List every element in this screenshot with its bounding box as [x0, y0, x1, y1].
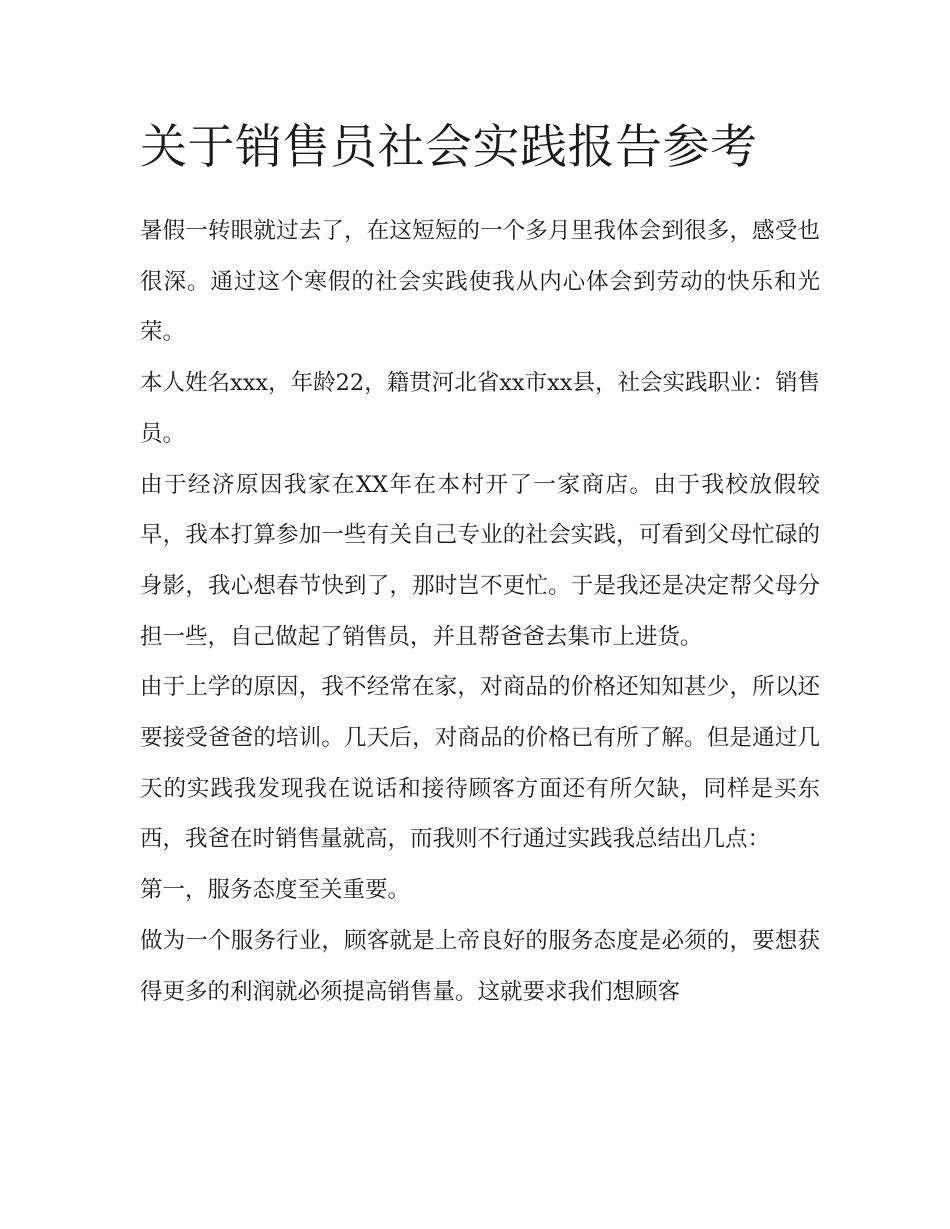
paragraph-training: 由于上学的原因，我不经常在家，对商品的价格还知知甚少，所以还要接受爸爸的培训。几天后，对商品的价格已有所了解。但是通过几天的实践我发现我在说话和接待顾客方面还有所欠缺，同样是买东西，我爸在时销售量就高，而我则不行通过实践我总结出几点： [140, 674, 820, 853]
document-title: 关于销售员社会实践报告参考 [140, 120, 758, 175]
paragraph-point-one: 第一，服务态度至关重要。 [140, 877, 411, 904]
paragraph-personal-info: 本人姓名xxx，年龄22，籍贯河北省xx市xx县，社会实践职业：销售员。 [140, 370, 820, 447]
document-content [140, 112, 820, 1017]
paragraph-background: 由于经济原因我家在XX年在本村开了一家商店。由于我校放假较早，我本打算参加一些有关自己专业的社会实践，可看到父母忙碌的身影，我心想春节快到了，那时岂不更忙。于是我还是决定帮父母分担一些，自己做起了销售员，并且帮爸爸去集市上进货。 [140, 471, 820, 650]
paragraph-service: 做为一个服务行业，顾客就是上帝良好的服务态度是必须的，要想获得更多的利润就必须提高销售量。这就要求我们想顾客 [140, 927, 820, 1005]
paragraph-intro: 暑假一转眼就过去了，在这短短的一个多月里我体会到很多，感受也很深。通过这个寒假的社会实践使我从内心体会到劳动的快乐和光荣。 [140, 218, 820, 346]
document-body [140, 206, 820, 1017]
